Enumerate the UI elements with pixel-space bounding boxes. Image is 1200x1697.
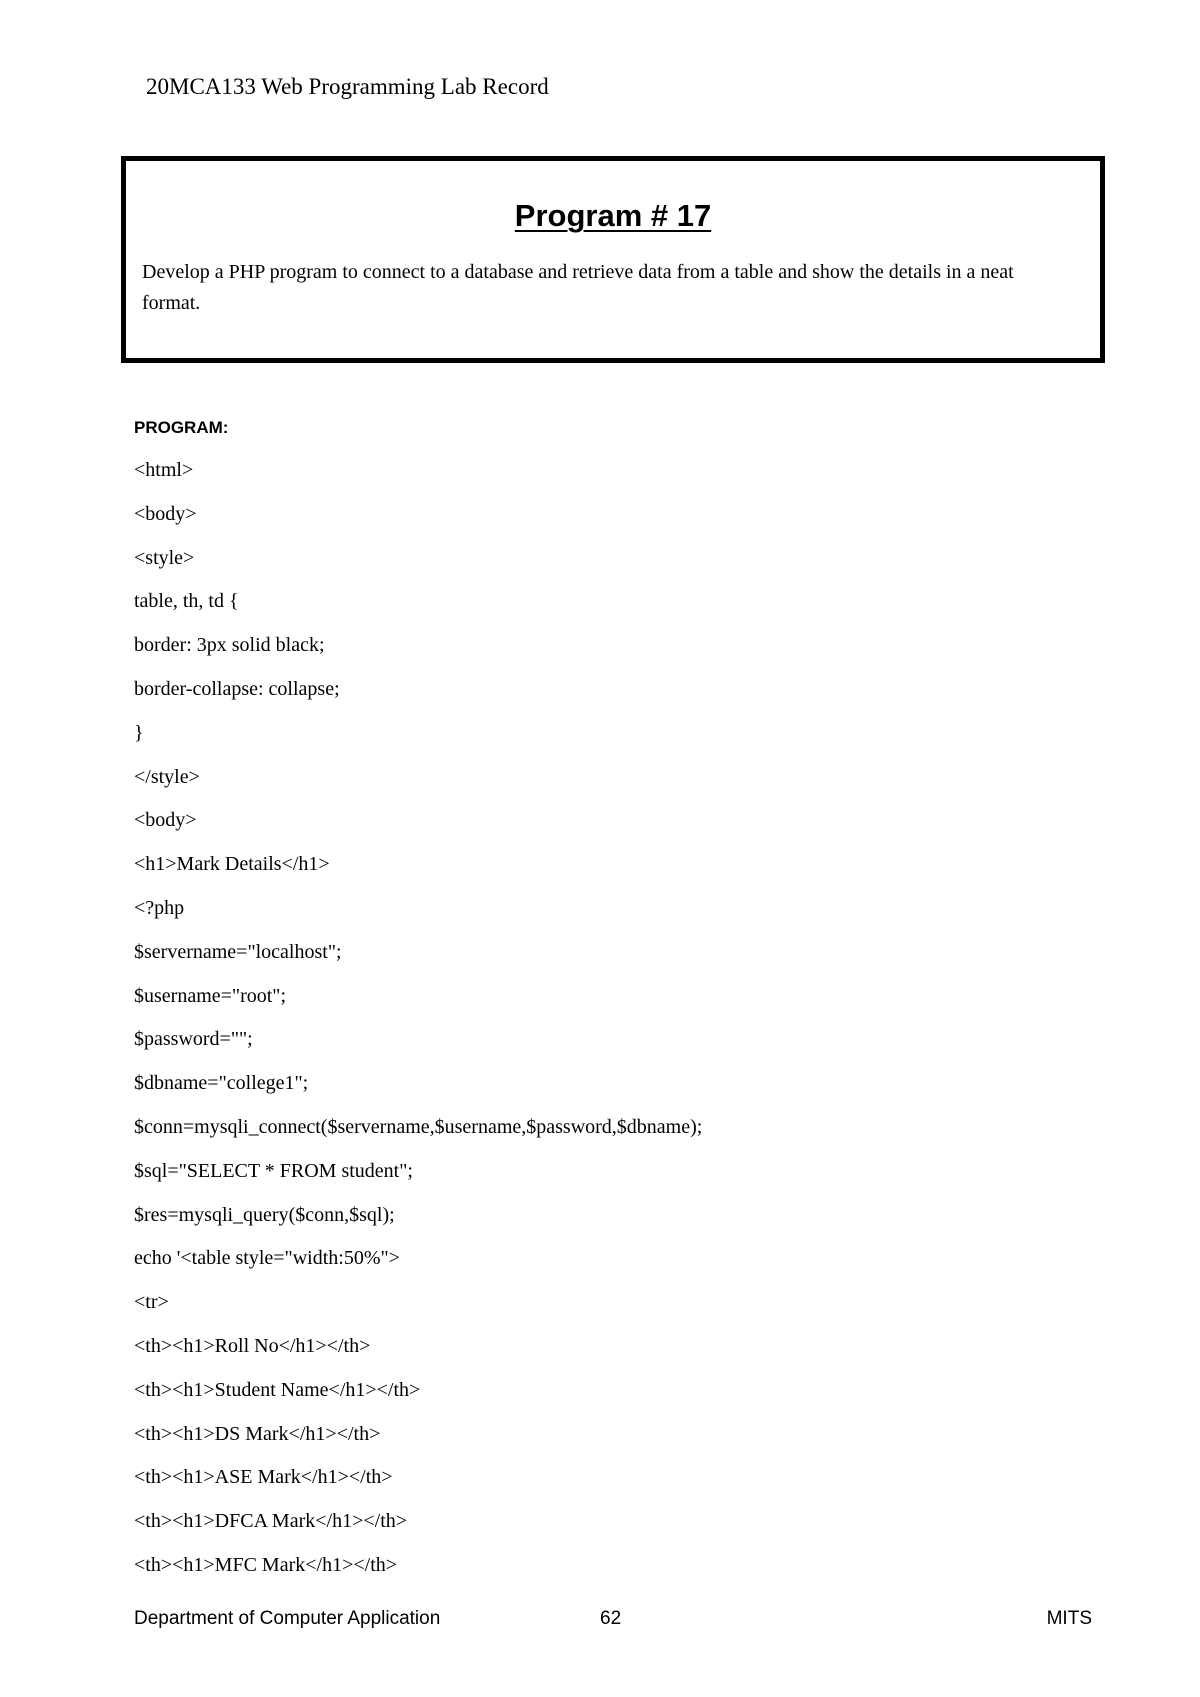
code-line: <style> [134, 546, 195, 569]
code-line: <html> [134, 459, 194, 481]
footer-department: Department of Computer Application [134, 1608, 441, 1629]
code-line: <body> [134, 809, 197, 832]
code-line: <th><h1>Roll No</h1></th> [134, 1334, 371, 1357]
code-line: <th><h1>DFCA Mark</h1></th> [134, 1510, 408, 1533]
footer-institution: MITS [1046, 1608, 1092, 1629]
code-line: $dbname="college1"; [134, 1072, 309, 1095]
page-footer [134, 1606, 1092, 1632]
code-line: table, th, td { [134, 590, 239, 613]
program-box [121, 156, 1105, 363]
code-line: $sql="SELECT * FROM student"; [134, 1159, 413, 1182]
code-line: <h1>Mark Details</h1> [134, 853, 330, 876]
code-line: </style> [134, 765, 200, 788]
code-line: $res=mysqli_query($conn,$sql); [134, 1203, 395, 1226]
program-section-label: PROGRAM: [134, 418, 229, 437]
program-title: Program # 17 [514, 198, 712, 233]
code-line: <?php [134, 896, 185, 919]
page-header: 20MCA133 Web Programming Lab Record [146, 74, 549, 99]
code-line: <th><h1>DS Mark</h1></th> [134, 1422, 381, 1445]
code-line: border-collapse: collapse; [134, 677, 340, 700]
code-listing [134, 455, 702, 1594]
code-line: <th><h1>Student Name</h1></th> [134, 1378, 421, 1401]
code-line: border: 3px solid black; [134, 634, 325, 657]
code-line: <body> [134, 502, 197, 525]
footer-page-number: 62 [600, 1608, 622, 1629]
code-line: <tr> [134, 1291, 169, 1314]
code-line: $username="root"; [134, 984, 287, 1007]
code-line: } [134, 721, 144, 744]
program-description: Develop a PHP program to connect to a database and retrieve data from a table and show the details in a neat format. [142, 261, 1014, 314]
code-line: echo '<table style="width:50%"> [134, 1247, 400, 1270]
code-line: <th><h1>ASE Mark</h1></th> [134, 1466, 393, 1489]
code-line: $servername="localhost"; [134, 940, 342, 963]
code-line: $password=""; [134, 1028, 253, 1051]
code-line: $conn=mysqli_connect($servername,$username,$password,$dbname); [134, 1115, 703, 1138]
code-line: <th><h1>MFC Mark</h1></th> [134, 1553, 398, 1576]
